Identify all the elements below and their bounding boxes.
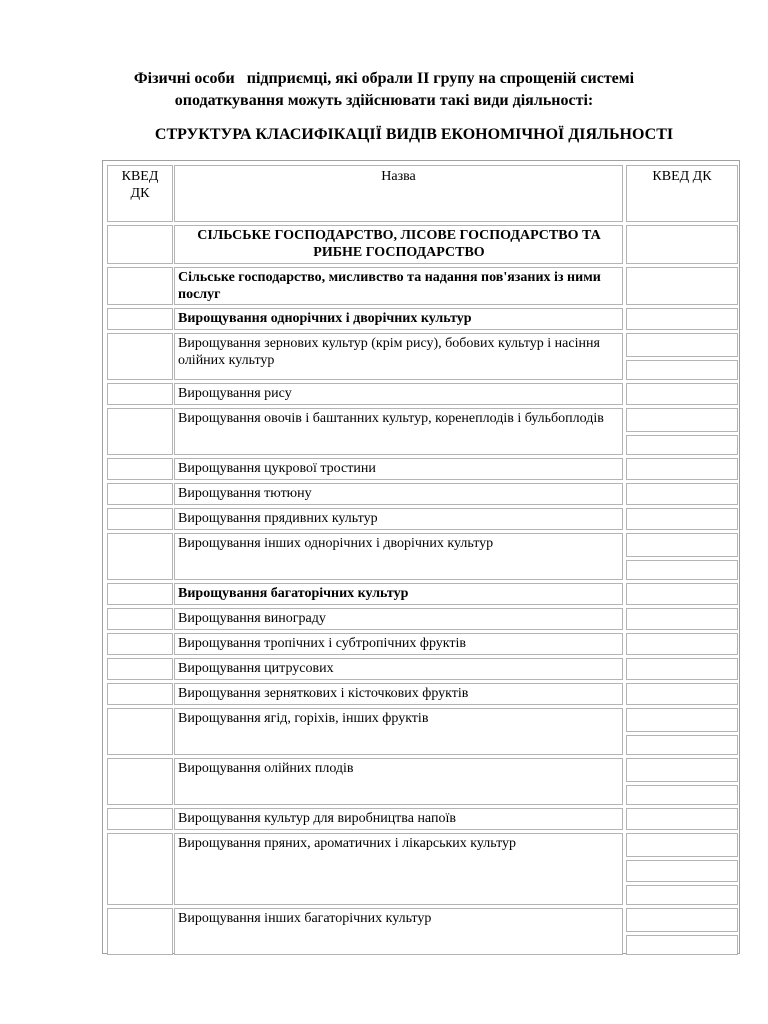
row-0-kved-left <box>107 267 173 305</box>
row-9-name: Вирощування багаторічних культур <box>178 586 409 601</box>
page-title-part-a: Фізичні особи <box>133 70 235 87</box>
kved-table <box>102 160 740 954</box>
row-14-kved-left <box>107 708 173 755</box>
row-12-kved-left <box>107 658 173 680</box>
row-5-kved-left <box>107 458 173 480</box>
header-kved-right: КВЕД ДК <box>652 169 712 184</box>
row-7-name: Вирощування прядивних культур <box>178 511 378 526</box>
section-cell-kved-right <box>626 225 738 264</box>
row-13-kved-left <box>107 683 173 705</box>
page-title-part-b: підприємці, які обрали ІІ групу на спрощеній системі <box>246 70 635 87</box>
header-name: Назва <box>381 169 416 184</box>
row-11-name: Вирощування тропічних і субтропічних фруктів <box>178 636 467 651</box>
row-10-name: Вирощування винограду <box>178 611 326 626</box>
row-7-kved-right-0 <box>626 508 738 530</box>
row-17-kved-right-2 <box>626 885 738 905</box>
row-8-kved-left <box>107 533 173 580</box>
row-1-kved-right-0 <box>626 308 738 330</box>
row-3-kved-right-0 <box>626 383 738 405</box>
row-8-kved-right-0 <box>626 533 738 557</box>
row-16-kved-right-0 <box>626 808 738 830</box>
row-3-kved-left <box>107 383 173 405</box>
row-2-kved-right-0 <box>626 333 738 357</box>
row-14-kved-right-1 <box>626 735 738 755</box>
row-2-name: Вирощування зернових культур (крім рису), бобових культур і насіння олійних культур <box>178 336 600 368</box>
row-14-name: Вирощування ягід, горіхів, інших фруктів <box>178 711 429 726</box>
row-18-kved-left <box>107 908 173 955</box>
row-0-kved-right-0 <box>626 267 738 305</box>
row-5-name: Вирощування цукрової тростини <box>178 461 376 476</box>
row-12-kved-right-0 <box>626 658 738 680</box>
row-8-kved-right-1 <box>626 560 738 580</box>
header-kved-left: КВЕД ДК <box>121 169 159 201</box>
section-title: СІЛЬСЬКЕ ГОСПОДАРСТВО, ЛІСОВЕ ГОСПОДАРСТВО ТА РИБНЕ ГОСПОДАРСТВО <box>197 228 601 260</box>
row-16-name: Вирощування культур для виробництва напоїв <box>178 811 456 826</box>
row-18-kved-right-1 <box>626 935 738 955</box>
row-1-kved-left <box>107 308 173 330</box>
row-4-name: Вирощування овочів і баштанних культур, коренеплодів і бульбоплодів <box>178 411 604 426</box>
row-17-name: Вирощування пряних, ароматичних і лікарських культур <box>178 836 517 851</box>
row-14-kved-right-0 <box>626 708 738 732</box>
row-8-name: Вирощування інших однорічних і дворічних культур <box>178 536 494 551</box>
row-6-name: Вирощування тютюну <box>178 486 312 501</box>
row-11-kved-left <box>107 633 173 655</box>
row-10-kved-right-0 <box>626 608 738 630</box>
page-title <box>0 68 768 112</box>
row-5-kved-right-0 <box>626 458 738 480</box>
row-3-name: Вирощування рису <box>178 386 292 401</box>
row-18-kved-right-0 <box>626 908 738 932</box>
row-17-kved-right-1 <box>626 860 738 882</box>
row-13-kved-right-0 <box>626 683 738 705</box>
page-title-line-1 <box>0 68 768 90</box>
row-0-name: Сільське господарство, мисливство та надання пов'язаних із ними послуг <box>178 270 601 302</box>
row-9-kved-right-0 <box>626 583 738 605</box>
section-heading: СТРУКТУРА КЛАСИФІКАЦІЇ ВИДІВ ЕКОНОМІЧНОЇ ДІЯЛЬНОСТІ <box>154 126 674 143</box>
row-7-kved-left <box>107 508 173 530</box>
row-17-kved-left <box>107 833 173 905</box>
page-title-line-2: оподаткування можуть здійснювати такі види діяльності: <box>174 92 594 109</box>
row-15-kved-right-1 <box>626 785 738 805</box>
row-2-kved-left <box>107 333 173 380</box>
row-15-kved-right-0 <box>626 758 738 782</box>
row-4-kved-right-1 <box>626 435 738 455</box>
row-12-name: Вирощування цитрусових <box>178 661 334 676</box>
row-15-kved-left <box>107 758 173 805</box>
row-15-name: Вирощування олійних плодів <box>178 761 354 776</box>
row-6-kved-right-0 <box>626 483 738 505</box>
row-11-kved-right-0 <box>626 633 738 655</box>
row-13-name: Вирощування зерняткових і кісточкових фруктів <box>178 686 469 701</box>
row-4-kved-right-0 <box>626 408 738 432</box>
row-4-kved-left <box>107 408 173 455</box>
row-1-name: Вирощування однорічних і дворічних культур <box>178 311 472 326</box>
row-16-kved-left <box>107 808 173 830</box>
section-cell-kved-left <box>107 225 173 264</box>
row-6-kved-left <box>107 483 173 505</box>
row-10-kved-left <box>107 608 173 630</box>
row-18-name: Вирощування інших багаторічних культур <box>178 911 432 926</box>
row-17-kved-right-0 <box>626 833 738 857</box>
row-9-kved-left <box>107 583 173 605</box>
row-2-kved-right-1 <box>626 360 738 380</box>
